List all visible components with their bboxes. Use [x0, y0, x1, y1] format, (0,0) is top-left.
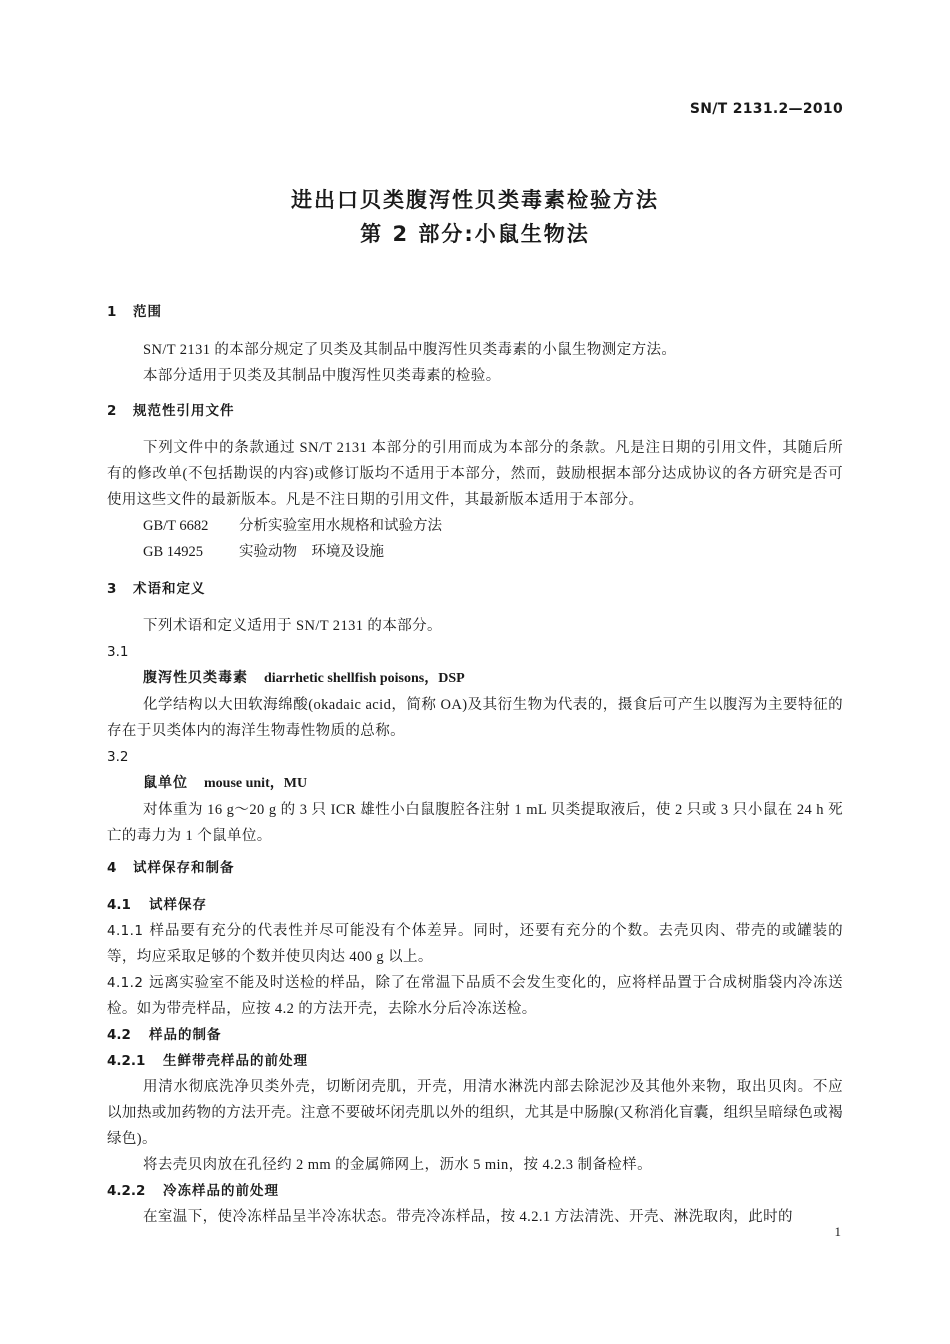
- section-1-body: [107, 337, 843, 389]
- term-number: 3.1: [107, 644, 129, 660]
- paragraph: 在室温下，使冷冻样品呈半冷冻状态。带壳冷冻样品，按 4.2.1 方法清洗、开壳、淋洗取肉，此时的: [143, 1209, 793, 1225]
- subsection-heading: [107, 1178, 843, 1204]
- paragraph: SN/T 2131 的本部分规定了贝类及其制品中腹泻性贝类毒素的小鼠生物测定方法。: [143, 342, 677, 358]
- term-en: diarrhetic shellfish poisons，DSP: [264, 671, 465, 686]
- section-4-heading: [107, 855, 843, 881]
- section-title: 试样保存和制备: [133, 860, 235, 876]
- paragraph: 下列术语和定义适用于 SN/T 2131 的本部分。: [143, 618, 442, 634]
- term-definition: 化学结构以大田软海绵酸(okadaic acid，简称 OA)及其衍生物为代表的，摄食后可产生以腹泻为主要特征的存在于贝类体内的海洋生物毒性物质的总称。: [107, 697, 843, 739]
- paragraph: 本部分适用于贝类及其制品中腹泻性贝类毒素的检验。: [143, 368, 501, 384]
- subsection-number: 4.2: [107, 1027, 131, 1043]
- document-subtitle: 第 2 部分:小鼠生物法: [360, 222, 590, 246]
- subsection-number: 4.1: [107, 897, 131, 913]
- section-4-body: [107, 892, 843, 1230]
- reference-code: GB 14925: [143, 544, 204, 560]
- standard-code: SN/T 2131.2—2010: [689, 101, 843, 117]
- reference-item: [107, 539, 843, 565]
- subsection-title: 试样保存: [149, 897, 207, 913]
- section-2-heading: [107, 398, 843, 424]
- subsection-heading: [107, 1048, 843, 1074]
- term-zh: 腹泻性贝类毒素: [143, 670, 248, 686]
- subsection-number: 4.2.1: [107, 1053, 146, 1069]
- clause: [107, 970, 843, 1022]
- section-number: 3: [107, 581, 117, 597]
- subsection-number: 4.2.2: [107, 1183, 146, 1199]
- reference-code: GB/T 6682: [143, 518, 209, 534]
- subsection-title: 生鲜带壳样品的前处理: [163, 1053, 308, 1069]
- section-title: 规范性引用文件: [133, 403, 235, 419]
- section-title: 范围: [133, 304, 162, 320]
- section-title: 术语和定义: [133, 581, 206, 597]
- page-number: 1: [834, 1224, 841, 1239]
- section-number: 2: [107, 403, 117, 419]
- clause-text: 样品要有充分的代表性并尽可能没有个体差异。同时，还要有充分的个数。去壳贝肉、带壳的或罐装的等，均应采取足够的个数并使贝肉达 400 g 以上。: [107, 923, 843, 965]
- subsection-title: 样品的制备: [149, 1027, 222, 1043]
- term-zh: 鼠单位: [143, 775, 188, 791]
- section-3-body: [107, 613, 843, 849]
- clause-number: 4.1.2: [107, 975, 144, 991]
- paragraph: 用清水彻底洗净贝类外壳，切断闭壳肌，开壳，用清水淋洗内部去除泥沙及其他外来物，取出贝肉。不应以加热或加药物的方法开壳。注意不要破坏闭壳肌以外的组织，尤其是中肠腺(又称消化盲囊，组织呈暗绿色或褐绿色)。: [107, 1079, 843, 1147]
- paragraph: 将去壳贝肉放在孔径约 2 mm 的金属筛网上，沥水 5 min，按 4.2.3 制备检样。: [143, 1157, 652, 1173]
- section-number: 4: [107, 860, 117, 876]
- term-entry: [107, 665, 843, 692]
- clause-text: 远离实验室不能及时送检的样品，除了在常温下品质不会发生变化的，应将样品置于合成树脂袋内冷冻送检。如为带壳样品，应按 4.2 的方法开壳，去除水分后冷冻送检。: [107, 975, 843, 1017]
- subsection-heading: [107, 892, 843, 918]
- term-en: mouse unit，MU: [204, 776, 308, 791]
- section-3-heading: [107, 576, 843, 602]
- subsection-title: 冷冻样品的前处理: [163, 1183, 279, 1199]
- section-number: 1: [107, 304, 117, 320]
- paragraph: 下列文件中的条款通过 SN/T 2131 本部分的引用而成为本部分的条款。凡是注日期的引用文件，其随后所有的修改单(不包括勘误的内容)或修订版均不适用于本部分，然而，鼓励根据本部分达成协议的各方研究是否可使用这些文件的最新版本。凡是不注日期的引用文件，其最新版本适用于本部分。: [107, 440, 843, 508]
- reference-item: [107, 513, 843, 539]
- term-entry: [107, 770, 843, 797]
- term-definition: 对体重为 16 g～20 g 的 3 只 ICR 雄性小白鼠腹腔各注射 1 mL 贝类提取液后，使 2 只或 3 只小鼠在 24 h 死亡的毒力为 1 个鼠单位。: [107, 802, 843, 844]
- term-number: 3.2: [107, 749, 129, 765]
- document-title: 进出口贝类腹泻性贝类毒素检验方法: [291, 188, 659, 212]
- subsection-heading: [107, 1022, 843, 1048]
- section-2-body: [107, 435, 843, 565]
- reference-title: 分析实验室用水规格和试验方法: [239, 518, 442, 534]
- section-1-heading: [107, 299, 843, 325]
- clause: [107, 918, 843, 970]
- reference-title: 实验动物 环境及设施: [239, 544, 384, 560]
- clause-number: 4.1.1: [107, 923, 144, 939]
